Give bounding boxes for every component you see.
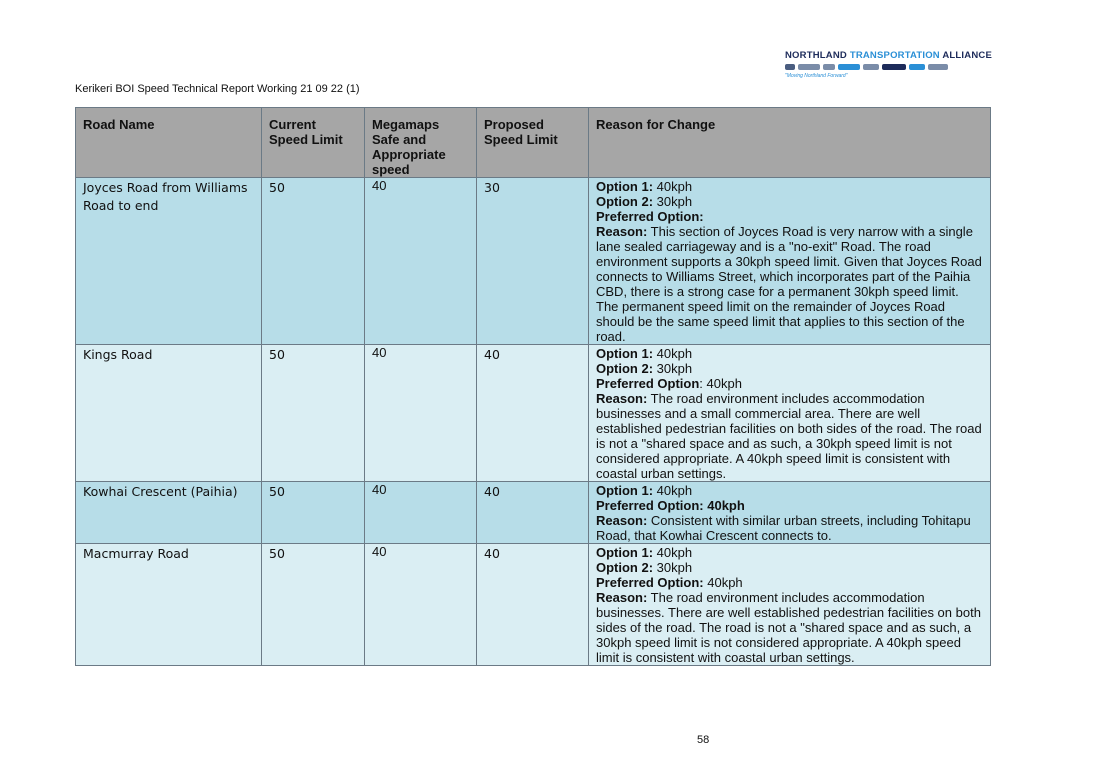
table-header-row [76, 108, 991, 178]
proposed-speed-cell: 40 [477, 482, 589, 544]
header-megamaps-speed: Megamaps Safe and Appropriate speed [365, 108, 477, 178]
current-speed-cell: 50 [262, 345, 365, 482]
megamaps-speed-cell: 40 [365, 544, 477, 666]
proposed-speed-cell: 30 [477, 178, 589, 345]
nta-logo [785, 50, 992, 79]
road-name-cell: Joyces Road from Williams Road to end [76, 178, 262, 345]
header-proposed-speed: Proposed Speed Limit [477, 108, 589, 178]
logo-title: NORTHLAND TRANSPORTATION ALLIANCE [785, 50, 992, 61]
megamaps-speed-cell: 40 [365, 178, 477, 345]
table-row [76, 482, 991, 544]
megamaps-speed-cell: 40 [365, 345, 477, 482]
road-name-cell: Kowhai Crescent (Paihia) [76, 482, 262, 544]
current-speed-cell: 50 [262, 178, 365, 345]
proposed-speed-cell: 40 [477, 544, 589, 666]
reason-cell: Option 1: 40kph Option 2: 30kph Preferred Option: 40kph Reason: The road environment includes accommodation businesses. There are well established pedestrian facilities on both sides of the road. The road is not a "shared space and as such, a 30kph speed limit is not considered appropriate. A 40kph speed limit is consistent with coastal urban settings. [589, 544, 991, 666]
document-title: Kerikeri BOI Speed Technical Report Working 21 09 22 (1) [75, 83, 360, 95]
proposed-speed-cell: 40 [477, 345, 589, 482]
reason-cell: Option 1: 40kph Preferred Option: 40kph Reason: Consistent with similar urban streets, including Tohitapu Road, that Kowhai Crescent connects to. [589, 482, 991, 544]
road-name-cell: Kings Road [76, 345, 262, 482]
speed-limit-table [75, 107, 991, 666]
megamaps-speed-cell: 40 [365, 482, 477, 544]
current-speed-cell: 50 [262, 544, 365, 666]
road-name-cell: Macmurray Road [76, 544, 262, 666]
reason-cell: Option 1: 40kph Option 2: 30kph Preferred Option: 40kph Reason: The road environment includes accommodation businesses and a small commercial area. There are well established pedestrian facilities on both sides of the road. The road is not a "shared space and as such, a 30kph speed limit is not considered appropriate. A 40kph speed limit is consistent with coastal urban settings. [589, 345, 991, 482]
header-road-name: Road Name [76, 108, 262, 178]
header-reason: Reason for Change [589, 108, 991, 178]
table-row [76, 345, 991, 482]
reason-cell: Option 1: 40kph Option 2: 30kph Preferred Option: Reason: This section of Joyces Road is very narrow with a single lane sealed carriageway and is a "no-exit" Road. The road environment supports a 30kph speed limit. Given that Joyces Road connects to Williams Street, which incorporates part of the Paihia CBD, there is a strong case for a permanent 30kph speed limit. The permanent speed limit on the remainder of Joyces Road should be the same speed limit that applies to this section of the road. [589, 178, 991, 345]
table-row [76, 544, 991, 666]
partner-logos-icon [785, 64, 955, 70]
table-row [76, 178, 991, 345]
logo-tagline: "Moving Northland Forward" [785, 73, 848, 79]
page-number: 58 [697, 734, 710, 746]
current-speed-cell: 50 [262, 482, 365, 544]
header-current-speed: Current Speed Limit [262, 108, 365, 178]
